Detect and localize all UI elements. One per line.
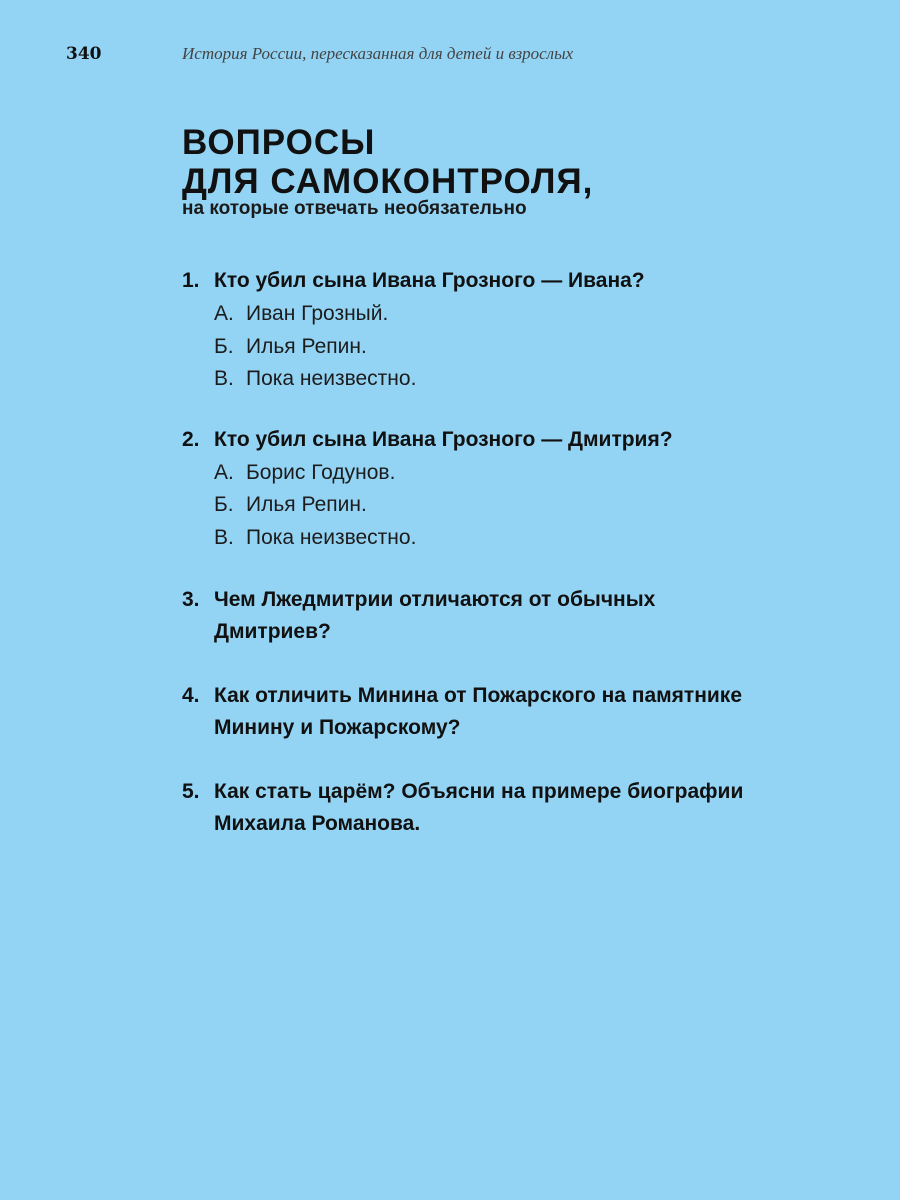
question-4 [182, 680, 822, 744]
option-text: Пока неизвестно. [246, 367, 417, 390]
option-text: Иван Грозный. [246, 302, 389, 325]
title-block [182, 123, 593, 221]
answer-option-b [214, 331, 822, 364]
answer-option-v [214, 522, 822, 555]
question-number: 4. [182, 684, 200, 707]
question-2 [182, 424, 822, 555]
option-letter: Б. [214, 334, 234, 358]
question-1 [182, 265, 822, 396]
option-letter: А. [214, 302, 234, 325]
option-text: Пока неизвестно. [246, 525, 417, 549]
question-text: Чем Лжедмитрии отличаются от обычных Дмитриев? [214, 588, 656, 643]
question-text: Как отличить Минина от Пожарского на памятнике Минину и Пожарскому? [214, 684, 742, 739]
question-5 [182, 776, 822, 840]
question-3 [182, 584, 822, 648]
option-letter: Б. [214, 493, 234, 516]
question-number: 5. [182, 780, 200, 803]
option-text: Борис Годунов. [246, 460, 396, 484]
answer-options [214, 298, 822, 396]
answer-option-a [214, 298, 822, 331]
question-text: Кто убил сына Ивана Грозного — Дмитрия? [214, 427, 673, 451]
question-number: 3. [182, 588, 200, 611]
page-title-line-1: ВОПРОСЫ [182, 123, 376, 162]
page-title-line-2: ДЛЯ САМОКОНТРОЛЯ, [182, 162, 594, 201]
option-letter: В. [214, 367, 234, 390]
option-letter: А. [214, 460, 234, 484]
option-letter: В. [214, 525, 234, 549]
answer-options [214, 457, 822, 555]
question-number: 2. [182, 427, 200, 451]
running-header: История России, пересказанная для детей и взрослых [182, 44, 574, 63]
option-text: Илья Репин. [246, 493, 367, 516]
page-number: 340 [66, 44, 102, 64]
page-subtitle: на которые отвечать необязательно [182, 198, 527, 219]
answer-option-b [214, 489, 822, 522]
answer-option-v [214, 363, 822, 396]
question-number: 1. [182, 269, 200, 292]
question-text: Как стать царём? Объясни на примере биографии Михаила Романова. [214, 780, 744, 835]
option-text: Илья Репин. [246, 334, 367, 358]
answer-option-a [214, 457, 822, 490]
question-text: Кто убил сына Ивана Грозного — Ивана? [214, 269, 645, 292]
questions-list [182, 265, 822, 840]
